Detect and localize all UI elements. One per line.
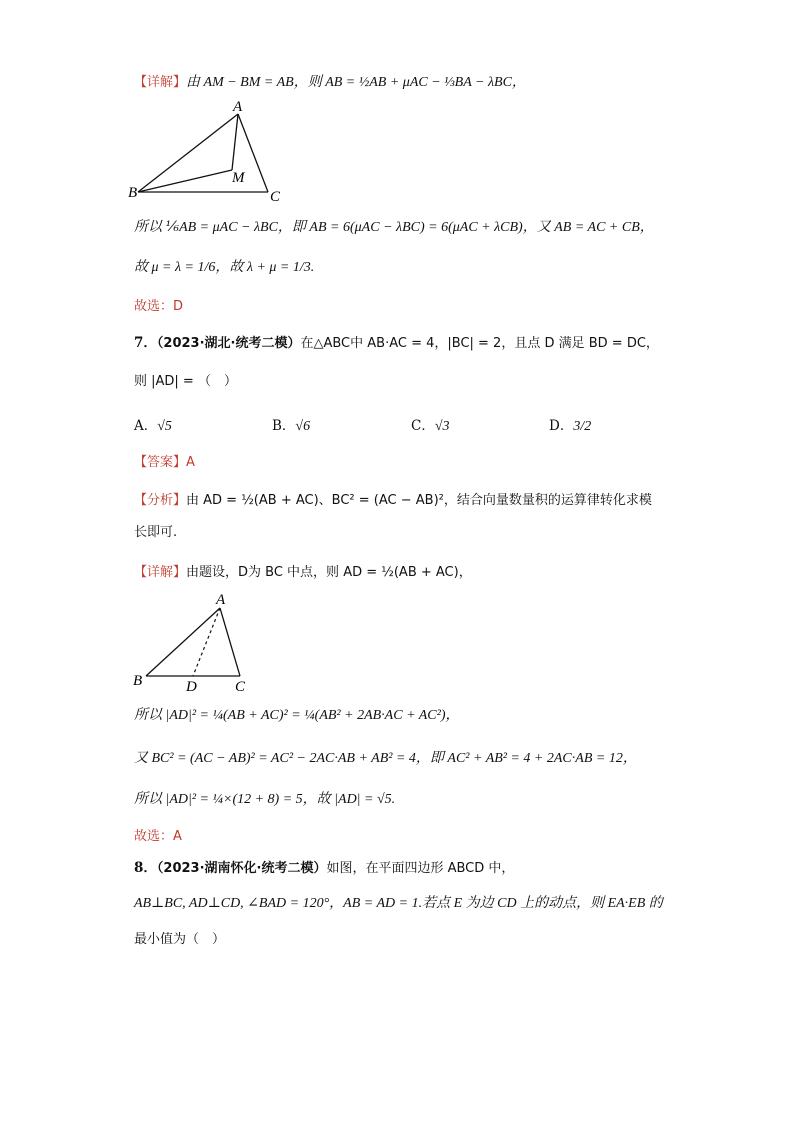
step-3: 所以 |AD|² = ¼×(12 + 8) = 5，故 |AD| = √5. [134,792,396,807]
q7-number: 7． [134,335,157,351]
q7-source: （2023·湖北·统考二模） [156,336,301,351]
label-M: M [232,170,245,186]
q7-ask: 则 |AD| = （ ） [134,374,237,389]
label-C: C [270,189,281,205]
answer-line [134,452,195,473]
option-a: A．√5 [134,418,172,434]
detail-tag-q7: 【详解】 [134,565,187,580]
analysis-cont: 长即可. [134,525,178,540]
label-B-2: B [133,673,143,689]
option-c: C．√3 [411,418,450,434]
detail-tag: 【详解】 [134,75,187,90]
q7-stem: 在△ABC中 AB·AC = 4，|BC| = 2，且点 D 满足 BD = DC， [300,336,659,351]
q8-number: 8． [134,860,157,876]
detail-text: 由 AM − BM = AB，则 AB = ½AB + μAC − ⅓BA − λBC， [186,75,526,90]
q8-source: （2023·湖南怀化·统考二模） [156,861,327,876]
choice-line-q7 [134,826,182,847]
answer-tag: 【答案】 [134,455,187,470]
detail-line-q7 [134,562,472,583]
step-1: 所以 |AD|² = ¼(AB + AC)² = ¼(AB² + 2AB·AC + AC²)， [134,708,460,723]
option-b: B．√6 [272,418,311,434]
q8-stem: 如图，在平面四边形 ABCD 中， [326,861,515,876]
analysis-line [134,490,652,511]
choice-line-p6 [134,296,183,317]
choice-label: 故选： [134,299,174,314]
so-line: 所以 ⅙AB = μAC − λBC，即 AB = 6(μAC − λBC) = 6(μAC + λCB)，又 AB = AC + CB， [134,220,654,235]
answer-value: A [186,455,195,470]
triangle-figure-2 [128,590,258,700]
question-8 [134,858,514,879]
question-7 [134,333,659,354]
label-D-2: D [186,679,197,695]
q8-conditions: AB⊥BC, AD⊥CD, ∠BAD = 120°，AB = AD = 1.若点 E 为边 CD 上的动点，则 EA·EB 的 [134,896,663,911]
step-2: 又 BC² = (AC − AB)² = AC² − 2AC·AB + AB² = 4，即 AC² + AB² = 4 + 2AC·AB = 12， [134,751,637,766]
analysis-tag: 【分析】 [134,493,187,508]
choice-label-q7: 故选： [134,829,174,844]
label-A-2: A [216,592,226,608]
choice-value-q7: A [173,829,182,844]
choice-value: D [173,299,184,314]
detail-text-q7: 由题设，D为 BC 中点，则 AD = ½(AB + AC)， [186,565,472,580]
triangle-figure-1 [128,100,298,208]
q8-ask: 最小值为（ ） [134,932,226,947]
label-C-2: C [235,679,246,695]
label-A: A [233,100,243,115]
detail-line-p6 [134,72,526,93]
option-d: D．3/2 [549,418,592,434]
analysis-text: 由 AD = ½(AB + AC)、BC² = (AC − AB)²，结合向量数量积的运算律转化求模 [186,493,652,508]
therefore-line: 故 μ = λ = 1/6，故 λ + μ = 1/3. [134,260,315,275]
label-B: B [128,185,138,201]
